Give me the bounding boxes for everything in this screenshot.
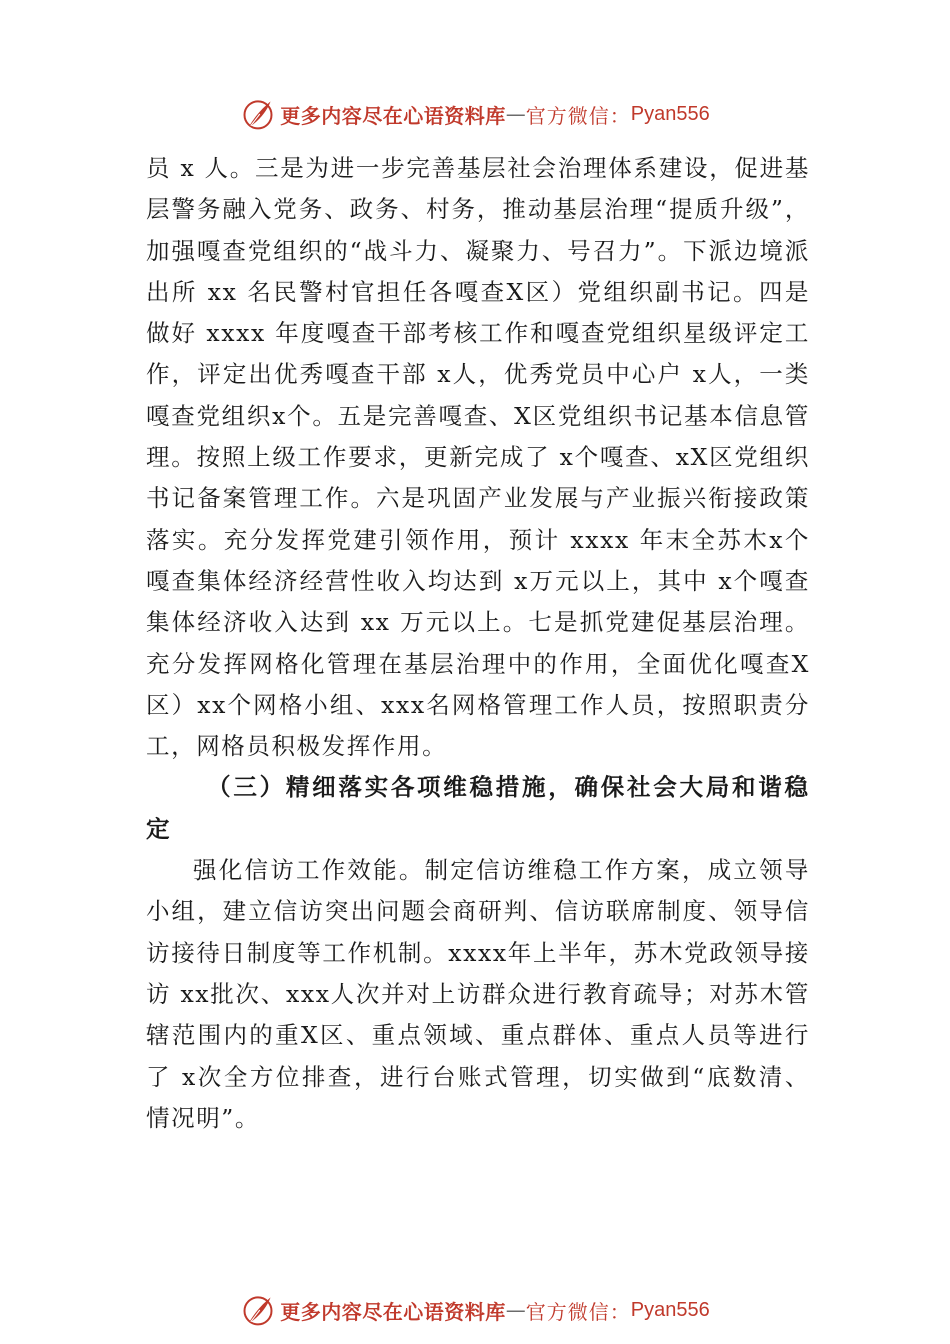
watermark-wechat-id: Pyan556	[630, 1298, 710, 1321]
header-watermark	[0, 94, 950, 134]
body-paragraph: 员 x 人。三是为进一步完善基层社会治理体系建设，促进基层警务融入党务、政务、村务，推动基层治理“提质升级”，加强嘎查党组织的“战斗力、凝聚力、号召力”。下派边境派出所 xx 名民警村官担任各嘎查X区）党组织副书记。四是做好 xxxx 年度嘎查干部考核工作和嘎查党组织星级评定工作，评定出优秀嘎查干部 x人，优秀党员中心户 x人，一类嘎查党组织x个。五是完善嘎查、X区党组织书记基本信息管理。按照上级工作要求，更新完成了 x个嘎查、xX区党组织书记备案管理工作。六是巩固产业发展与产业振兴衔接政策落实。充分发挥党建引领作用，预计 xxxx 年末全苏木x个嘎查集体经济经营性收入均达到 x万元以上，其中 x个嘎查集体经济收入达到 xx 万元以上。七是抓党建促基层治理。充分发挥网格化管理在基层治理中的作用，全面优化嘎查X区）xx个网格小组、xxx名网格管理工作人员，按照职责分工，网格员积极发挥作用。	[146, 154, 810, 761]
watermark-wechat-label: 官方微信：	[525, 1299, 631, 1324]
body-paragraph: 强化信访工作效能。制定信访维稳工作方案，成立领导小组，建立信访突出问题会商研判、信访联席制度、领导信访接待日制度等工作机制。xxxx年上半年，苏木党政领导接访 xx批次、xxx人次并对上访群众进行教育疏导；对苏木管辖范围内的重X区、重点领域、重点群体、重点人员等进行了 x次全方位排查，进行台账式管理，切实做到“底数清、情况明”。	[146, 856, 810, 1132]
section-heading: （三）精细落实各项维稳措施，确保社会大局和谐稳定	[146, 773, 810, 843]
quill-pen-icon	[240, 96, 276, 132]
watermark-dash: —	[505, 1298, 526, 1322]
footer-watermark	[0, 1290, 950, 1330]
watermark-site-name: 更多内容尽在心语资料库	[280, 103, 506, 128]
watermark-wechat-label: 官方微信：	[525, 103, 631, 128]
document-body	[146, 148, 810, 1139]
watermark-dash: —	[505, 102, 526, 126]
watermark-site-name: 更多内容尽在心语资料库	[280, 1299, 506, 1324]
quill-pen-icon	[240, 1292, 276, 1328]
watermark-wechat-id: Pyan556	[630, 102, 710, 125]
